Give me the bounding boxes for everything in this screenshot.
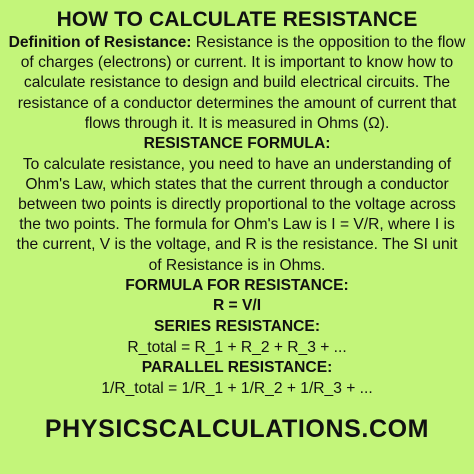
formula-for-resistance-heading: FORMULA FOR RESISTANCE:	[125, 276, 349, 294]
definition-paragraph	[8, 33, 466, 134]
series-resistance-heading: SERIES RESISTANCE:	[153, 318, 321, 336]
parallel-resistance-formula: 1/R_total = 1/R_1 + 1/R_2 + 1/R_3 + ...	[101, 379, 373, 397]
page-title: HOW TO CALCULATE RESISTANCE	[56, 8, 418, 31]
definition-text: Resistance is the opposition to the flow of charges (electrons) or current. It is important to know how to calculate resistance to design and build electrical circuits. The resistance of a conductor determines the amount of current that flows through it. It is measured in Ohms (Ω).	[17, 34, 466, 132]
definition-label: Definition of Resistance:	[8, 34, 192, 51]
resistance-formula-heading: RESISTANCE FORMULA:	[143, 135, 331, 153]
parallel-resistance-heading: PARALLEL RESISTANCE:	[141, 359, 333, 377]
website-url: PHYSICSCALCULATIONS.COM	[44, 415, 430, 443]
series-resistance-formula: R_total = R_1 + R_2 + R_3 + ...	[127, 338, 347, 356]
resistance-formula-paragraph: To calculate resistance, you need to have an understanding of Ohm's Law, which states that the current through a conductor between two points is directly proportional to the voltage across the two points. The formula for Ohm's Law is I = V/R, where I is the current, V is the voltage, and R is the resistance. The SI unit of Resistance is in Ohms.	[16, 155, 458, 274]
ohms-law-formula: R = V/I	[212, 297, 262, 315]
